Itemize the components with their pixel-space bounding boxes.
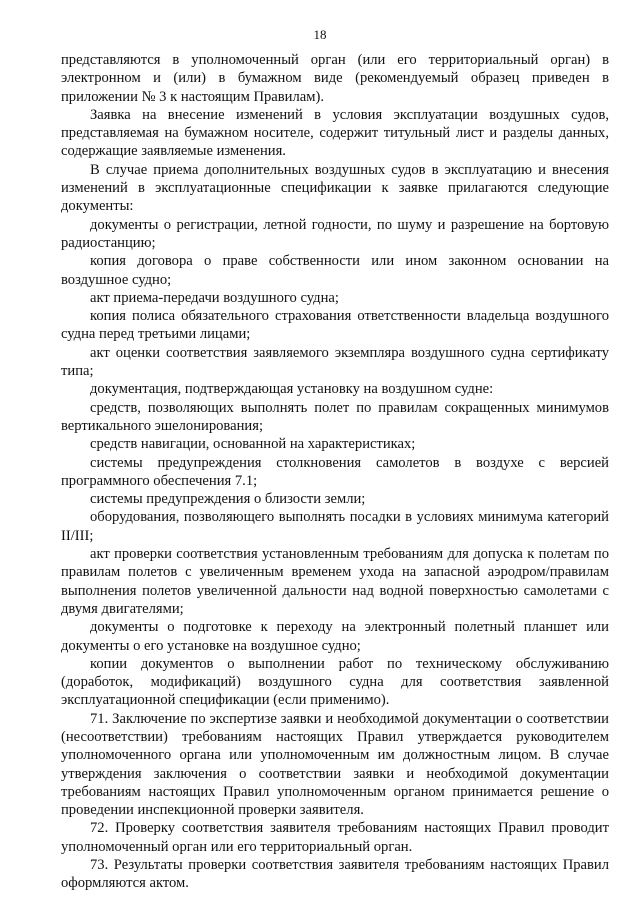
list-item-gpws-equipment: системы предупреждения о близости земли; (90, 491, 366, 508)
list-item-conformity-act: акт оценки соответствия заявляемого экземпляра воздушного судна сертификату типа; (61, 344, 609, 380)
list-item-registration-documents: документы о регистрации, летной годности, по шуму и разрешение на бортовую радиостанцию; (61, 216, 609, 251)
list-item-installation-documentation: документация, подтверждающая установку на воздушном судне: (90, 381, 494, 398)
list-item-ownership-contract: копия договора о праве собственности или ином законном основании на воздушное судно; (61, 253, 609, 288)
list-item-etops-act: акт проверки соответствия установленным требованиям для допуска к полетам по правилам полетов с увеличенным временем ухода на запасной аэродром/правилам выполнения полетов увеличенной дальности над водной поверхностью самолетами с двумя двигателями; (61, 546, 609, 617)
paragraph-73: 73. Результаты проверки соответствия заявителя требованиям настоящих Правил оформляются актом. (61, 857, 609, 892)
list-item-pbn-equipment: средств навигации, основанной на характеристиках; (90, 436, 416, 453)
list-item-cat-landing-equipment: оборудования, позволяющего выполнять посадки в условиях минимума категорий II/III; (61, 509, 609, 544)
paragraph-continuation: представляются в уполномоченный орган (или его территориальный орган) в электронном и (или) в бумажном виде (рекомендуемый образец приведен в приложении № 3 к настоящим Правилам). (61, 52, 609, 105)
list-item-insurance-policy: копия полиса обязательного страхования ответственности владельца воздушного судна перед третьими лицами; (61, 308, 609, 343)
list-item-acceptance-act: акт приема-передачи воздушного судна; (90, 289, 339, 306)
document-body (61, 51, 609, 893)
paragraph-application-changes: Заявка на внесение изменений в условия эксплуатации воздушных судов, представляемая на бумажном носителе, содержит титульный лист и разделы данных, содержащие заявляемые изменения. (61, 106, 609, 160)
paragraph-72: 72. Проверку соответствия заявителя требованиям настоящих Правил проводит уполномоченный орган или его территориальный орган. (61, 820, 609, 855)
list-item-maintenance-documents: копии документов о выполнении работ по техническому обслуживанию (доработок, модификаций) воздушного судна для соответствия заявленной эксплуатационной спецификации (если применимо). (61, 655, 609, 709)
list-item-tcas-equipment: системы предупреждения столкновения самолетов в воздухе с версией программного обеспечения 7.1; (61, 454, 609, 489)
page-number: 18 (313, 27, 327, 42)
paragraph-71: 71. Заключение по экспертизе заявки и необходимой документации о соответствии (несоответствии) требованиям настоящих Правил утверждается руководителем уполномоченного органа или уполномоченным им должностным лицом. В случае утверждения заключения о соответствии заявки и необходимой документации требованиям настоящих Правил уполномоченным органом принимается решение о проведении инспекционной проверки заявителя. (61, 710, 609, 819)
list-item-efb-documents: документы о подготовке к переходу на электронный полетный планшет или документы о его установке на воздушное судно; (61, 619, 609, 654)
paragraph-additional-aircraft: В случае приема дополнительных воздушных судов в эксплуатацию и внесения изменений в эксплуатационные спецификации к заявке прилагаются следующие документы: (61, 161, 609, 215)
list-item-rvsm-equipment: средств, позволяющих выполнять полет по правилам сокращенных минимумов вертикального эшелонирования; (61, 399, 609, 434)
